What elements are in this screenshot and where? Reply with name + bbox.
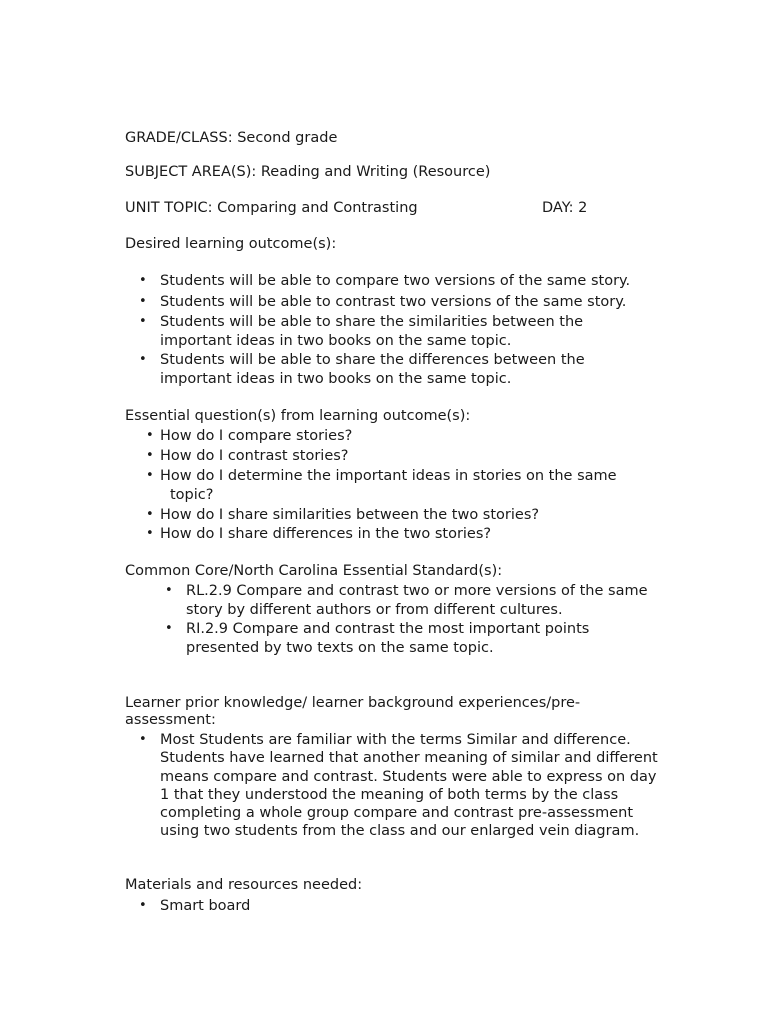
outcome-bullet: • <box>139 273 147 288</box>
standard-item-text: RI.2.9 Compare and contrast the most important points <box>186 621 590 637</box>
question-item-text: How do I contrast stories? <box>160 448 349 464</box>
question-item-text: How do I determine the important ideas in stories on the same <box>160 468 617 484</box>
outcome-item-text: important ideas in two books on the same topic. <box>160 333 512 349</box>
day-label: DAY: 2 <box>542 200 588 216</box>
question-bullet: • <box>146 468 154 483</box>
outcome-item-text: important ideas in two books on the same topic. <box>160 371 512 387</box>
prior-knowledge-line: Students have learned that another meaning of similar and different <box>160 750 658 766</box>
subject-area: SUBJECT AREA(S): Reading and Writing (Resource) <box>125 164 491 180</box>
standard-item-text: RL.2.9 Compare and contrast two or more versions of the same <box>186 583 648 599</box>
outcome-item-text: Students will be able to contrast two versions of the same story. <box>160 294 627 310</box>
question-item-text: How do I share differences in the two stories? <box>160 526 492 542</box>
grade-class: GRADE/CLASS: Second grade <box>125 130 338 146</box>
prior-knowledge-line: means compare and contrast. Students were able to express on day <box>160 769 657 785</box>
standards-heading: Common Core/North Carolina Essential Standard(s): <box>125 563 503 579</box>
standard-item-text: story by different authors or from different cultures. <box>186 602 563 618</box>
question-bullet: • <box>146 507 154 522</box>
materials-item: Smart board <box>160 898 251 914</box>
materials-bullet: • <box>139 898 147 913</box>
question-bullet: • <box>146 526 154 541</box>
prior-knowledge-bullet: • <box>139 732 147 747</box>
outcome-item-text: Students will be able to share the similarities between the <box>160 314 584 330</box>
questions-heading: Essential question(s) from learning outcome(s): <box>125 408 471 424</box>
outcome-item-text: Students will be able to share the differences between the <box>160 352 585 368</box>
standard-bullet: • <box>165 583 173 598</box>
outcome-bullet: • <box>139 352 147 367</box>
unit-topic: UNIT TOPIC: Comparing and Contrasting <box>125 200 418 216</box>
question-item-text: How do I share similarities between the two stories? <box>160 507 540 523</box>
prior-knowledge-line: completing a whole group compare and contrast pre-assessment <box>160 805 634 821</box>
question-item-text: topic? <box>170 487 214 503</box>
prior-knowledge-line: 1 that they understood the meaning of both terms by the class <box>160 787 619 803</box>
outcomes-heading: Desired learning outcome(s): <box>125 236 337 252</box>
outcome-bullet: • <box>139 294 147 309</box>
standard-item-text: presented by two texts on the same topic. <box>186 640 494 656</box>
question-item-text: How do I compare stories? <box>160 428 353 444</box>
prior-knowledge-heading-line2: assessment: <box>125 712 216 728</box>
materials-heading: Materials and resources needed: <box>125 877 363 893</box>
outcome-item-text: Students will be able to compare two versions of the same story. <box>160 273 631 289</box>
prior-knowledge-line: Most Students are familiar with the terms Similar and difference. <box>160 732 631 748</box>
outcome-bullet: • <box>139 314 147 329</box>
standard-bullet: • <box>165 621 173 636</box>
question-bullet: • <box>146 428 154 443</box>
prior-knowledge-line: using two students from the class and our enlarged vein diagram. <box>160 823 640 839</box>
question-bullet: • <box>146 448 154 463</box>
prior-knowledge-heading-line1: Learner prior knowledge/ learner background experiences/pre- <box>125 695 581 711</box>
